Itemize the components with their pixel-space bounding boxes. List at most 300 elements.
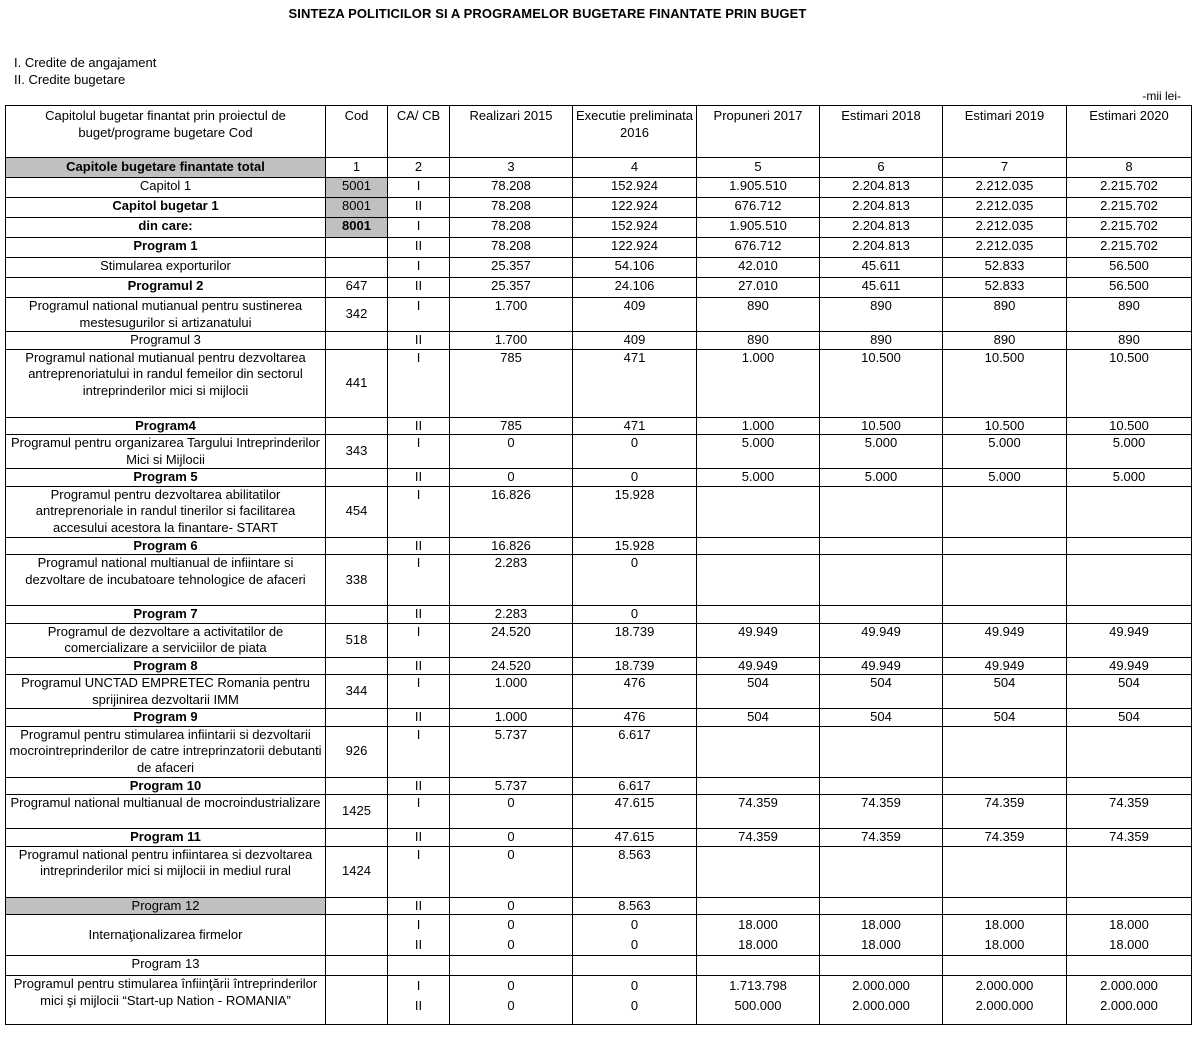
row-code: 8001: [326, 218, 388, 238]
row-value: 8.563: [573, 846, 697, 897]
row-label: Program4: [6, 417, 326, 435]
row-value: [697, 537, 820, 555]
internationalizare-row-r2015: [450, 915, 573, 956]
budget-table: [5, 105, 1192, 1025]
row-value: 1.905.510: [697, 218, 820, 238]
table-row: [6, 537, 1192, 555]
table-row: [6, 795, 1192, 829]
row-code: 8001: [326, 198, 388, 218]
row-value: 504: [1067, 675, 1192, 709]
stack-value: 18.000: [984, 917, 1025, 932]
row-value: [820, 486, 943, 537]
row-value: I: [388, 623, 450, 657]
row-value: 15.928: [573, 537, 697, 555]
row-value: 2.204.813: [820, 238, 943, 258]
row-value: II: [388, 417, 450, 435]
row-value: 52.833: [943, 258, 1067, 278]
stack-value: 2.000.000: [975, 998, 1034, 1013]
startup-nation-row-r2016: [573, 976, 697, 1025]
row-value: 476: [573, 675, 697, 709]
row-value: II: [388, 606, 450, 624]
row-label: Programul national pentru infiintarea si dezvoltarea intreprinderilor mici si mijlocii in mediul rural: [6, 846, 326, 897]
row-value: [1067, 486, 1192, 537]
program13-empty: [326, 956, 388, 976]
note-credite-bugetare: II. Credite bugetare: [14, 72, 126, 87]
row-code: 454: [326, 486, 388, 537]
row-value: [820, 555, 943, 606]
row-code: 5001: [326, 178, 388, 198]
row-label: Programul national multianual de infiintare si dezvoltare de incubatoare tehnologice de afaceri: [6, 555, 326, 606]
table-row: [6, 332, 1192, 350]
row-label: Program 1: [6, 238, 326, 258]
row-value: 52.833: [943, 278, 1067, 298]
row-value: 1.000: [450, 709, 573, 727]
row-value: 676.712: [697, 198, 820, 218]
row-value: 5.737: [450, 726, 573, 777]
program13-empty: [450, 956, 573, 976]
row-value: 2.204.813: [820, 178, 943, 198]
stack-value: 2.000.000: [1100, 978, 1158, 993]
row-value: 890: [820, 332, 943, 350]
header-capitol: Capitolul bugetar finantat prin proiectul de buget/programe bugetare Cod: [6, 106, 326, 158]
row-value: 5.000: [1067, 469, 1192, 487]
row-value: 0: [450, 435, 573, 469]
program13-empty: [820, 956, 943, 976]
row-value: 24.106: [573, 278, 697, 298]
row-value: 5.000: [1067, 435, 1192, 469]
table-row: [6, 469, 1192, 487]
row-value: 49.949: [697, 657, 820, 675]
row-value: 890: [820, 298, 943, 332]
row-value: 409: [573, 332, 697, 350]
row-value: [697, 777, 820, 795]
row-value: 78.208: [450, 198, 573, 218]
stack-value: 2.000.000: [852, 978, 910, 993]
row-value: 152.924: [573, 218, 697, 238]
stack-value: II: [414, 937, 423, 952]
row-label: Programul national mutianual pentru dezvoltarea antreprenoriatului in randul femeilor din sectorul intreprinderilor mici si mijlocii: [6, 349, 326, 417]
row-value: 0: [573, 555, 697, 606]
row-code: [326, 417, 388, 435]
header-estimari-2018: Estimari 2018: [820, 106, 943, 158]
row-label: Programul UNCTAD EMPRETEC Romania pentru sprijinirea dezvoltarii IMM: [6, 675, 326, 709]
row-value: [697, 606, 820, 624]
header-executie-2016: Executie preliminata 2016: [573, 106, 697, 158]
startup-nation-row-label: Programul pentru stimularea înfiinţării întreprinderilor mici şi mijlocii “Start-up Nation - ROMANIA”: [6, 976, 326, 1025]
row-value: I: [388, 846, 450, 897]
stack-value: 0: [630, 978, 639, 993]
row-value: 2.215.702: [1067, 198, 1192, 218]
index-cell: 4: [573, 158, 697, 178]
row-value: [820, 606, 943, 624]
startup-nation-row-r2018: [820, 976, 943, 1025]
row-value: [943, 486, 1067, 537]
internationalizare-row-r2019: [943, 915, 1067, 956]
row-value: 10.500: [1067, 349, 1192, 417]
stack-value: II: [414, 998, 423, 1013]
index-cell: 5: [697, 158, 820, 178]
index-cell: 1: [326, 158, 388, 178]
row-value: [1067, 606, 1192, 624]
index-cell: 2: [388, 158, 450, 178]
row-value: 1.000: [697, 417, 820, 435]
row-value: 2.212.035: [943, 218, 1067, 238]
row-value: 10.500: [820, 417, 943, 435]
table-row: [6, 897, 1192, 915]
row-value: 45.611: [820, 278, 943, 298]
table-row: [6, 555, 1192, 606]
row-value: 8.563: [573, 897, 697, 915]
row-value: 25.357: [450, 258, 573, 278]
row-value: 122.924: [573, 238, 697, 258]
stack-value: 0: [507, 978, 515, 993]
table-row: [6, 198, 1192, 218]
row-value: 504: [820, 709, 943, 727]
header-ca-cb: CA/ CB: [388, 106, 450, 158]
table-row: [6, 417, 1192, 435]
row-value: 890: [697, 332, 820, 350]
row-value: 890: [943, 298, 1067, 332]
row-value: [943, 537, 1067, 555]
startup-nation-row-r2020: [1067, 976, 1192, 1025]
table-row: [6, 258, 1192, 278]
row-value: 10.500: [820, 349, 943, 417]
row-value: 56.500: [1067, 258, 1192, 278]
row-value: 45.611: [820, 258, 943, 278]
startup-nation-row-ca: [388, 976, 450, 1025]
row-code: [326, 238, 388, 258]
internationalizare-row-ca: [388, 915, 450, 956]
table-row: [6, 486, 1192, 537]
row-value: II: [388, 238, 450, 258]
index-cell: 6: [820, 158, 943, 178]
row-value: 0: [573, 606, 697, 624]
row-value: 2.212.035: [943, 178, 1067, 198]
table-row: [6, 278, 1192, 298]
program13-empty: [1067, 956, 1192, 976]
table-row: [6, 349, 1192, 417]
row-value: [820, 537, 943, 555]
row-value: 504: [820, 675, 943, 709]
row-value: [943, 606, 1067, 624]
row-code: [326, 332, 388, 350]
header-estimari-2019: Estimari 2019: [943, 106, 1067, 158]
row-label: Capitol bugetar 1: [6, 198, 326, 218]
row-value: 2.215.702: [1067, 238, 1192, 258]
note-credite-angajament: I. Credite de angajament: [14, 55, 157, 70]
row-value: [1067, 726, 1192, 777]
table-row: [6, 726, 1192, 777]
row-value: 18.739: [573, 657, 697, 675]
row-value: [697, 846, 820, 897]
row-value: 1.905.510: [697, 178, 820, 198]
internationalizare-row-r2020: [1067, 915, 1192, 956]
internationalizare-row-r2017: [697, 915, 820, 956]
row-value: [1067, 897, 1192, 915]
row-value: 10.500: [1067, 417, 1192, 435]
row-code: 441: [326, 349, 388, 417]
row-value: 18.739: [573, 623, 697, 657]
row-value: 49.949: [943, 657, 1067, 675]
row-label: Stimularea exporturilor: [6, 258, 326, 278]
row-value: [820, 777, 943, 795]
row-value: 2.212.035: [943, 198, 1067, 218]
row-value: 2.283: [450, 555, 573, 606]
row-value: 0: [450, 795, 573, 829]
row-label: Program 12: [6, 897, 326, 915]
row-label: Capitol 1: [6, 178, 326, 198]
row-label: din care:: [6, 218, 326, 238]
startup-nation-row-r2017: [697, 976, 820, 1025]
stack-value: 18.000: [861, 937, 901, 952]
stack-value: 18.000: [861, 917, 901, 932]
row-code: [326, 777, 388, 795]
row-value: [943, 555, 1067, 606]
index-cell: 3: [450, 158, 573, 178]
stack-value: 0: [507, 917, 515, 932]
row-value: 2.215.702: [1067, 218, 1192, 238]
row-value: 2.283: [450, 606, 573, 624]
row-value: [1067, 537, 1192, 555]
index-row: [6, 158, 1192, 178]
row-value: 47.615: [573, 829, 697, 847]
row-value: 78.208: [450, 178, 573, 198]
startup-nation-row-r2015: [450, 976, 573, 1025]
row-value: [943, 726, 1067, 777]
row-value: 122.924: [573, 198, 697, 218]
row-label: Program 6: [6, 537, 326, 555]
header-row: [6, 106, 1192, 158]
row-value: 785: [450, 417, 573, 435]
header-estimari-2020: Estimari 2020: [1067, 106, 1192, 158]
row-value: 54.106: [573, 258, 697, 278]
row-value: 16.826: [450, 486, 573, 537]
row-value: I: [388, 726, 450, 777]
row-value: 1.000: [697, 349, 820, 417]
row-value: 49.949: [820, 657, 943, 675]
row-value: 785: [450, 349, 573, 417]
row-value: [820, 846, 943, 897]
stack-value: 0: [507, 998, 515, 1013]
row-label: Program 11: [6, 829, 326, 847]
row-label: Programul national multianual de mocroindustrializare: [6, 795, 326, 829]
row-value: 42.010: [697, 258, 820, 278]
row-value: [820, 897, 943, 915]
row-value: 0: [573, 435, 697, 469]
row-value: 6.617: [573, 777, 697, 795]
row-value: 0: [450, 897, 573, 915]
row-code: 926: [326, 726, 388, 777]
stack-value: 2.000.000: [1100, 998, 1158, 1013]
row-value: 49.949: [820, 623, 943, 657]
startup-nation-row-r2019: [943, 976, 1067, 1025]
row-value: I: [388, 218, 450, 238]
row-value: II: [388, 278, 450, 298]
table-row: [6, 829, 1192, 847]
row-value: 0: [450, 469, 573, 487]
row-label: Programul 3: [6, 332, 326, 350]
row-label: Programul national mutianual pentru sustinerea mestesugurilor si artizanatului: [6, 298, 326, 332]
row-label: Programul pentru stimularea infiintarii si dezvoltarii mocrointreprinderilor de catre intreprinzatorii debutanti de afaceri: [6, 726, 326, 777]
row-value: 56.500: [1067, 278, 1192, 298]
row-value: 78.208: [450, 238, 573, 258]
row-value: 5.000: [697, 469, 820, 487]
stack-value: 18.000: [1109, 937, 1149, 952]
row-value: 504: [1067, 709, 1192, 727]
row-label: Programul de dezvoltare a activitatilor de comercializare a serviciilor de piata: [6, 623, 326, 657]
row-value: 78.208: [450, 218, 573, 238]
row-value: II: [388, 657, 450, 675]
row-code: [326, 897, 388, 915]
row-value: II: [388, 709, 450, 727]
row-value: 1.700: [450, 298, 573, 332]
row-value: 409: [573, 298, 697, 332]
stack-value: 500.000: [734, 998, 782, 1013]
index-label: Capitole bugetare finantate total: [6, 158, 326, 178]
table-row: [6, 709, 1192, 727]
row-value: 504: [697, 709, 820, 727]
table-row: [6, 846, 1192, 897]
row-value: [943, 846, 1067, 897]
row-value: 0: [573, 469, 697, 487]
row-label: Programul pentru dezvoltarea abilitatilor antreprenoriale in randul tinerilor si facilitarea accesului acestora la finantare- START: [6, 486, 326, 537]
table-row: [6, 606, 1192, 624]
row-value: 6.617: [573, 726, 697, 777]
row-value: 2.212.035: [943, 238, 1067, 258]
startup-nation-row: [6, 976, 1192, 1025]
program13-empty: [943, 956, 1067, 976]
row-value: II: [388, 198, 450, 218]
row-value: 890: [1067, 298, 1192, 332]
table-row: [6, 298, 1192, 332]
row-value: 5.000: [697, 435, 820, 469]
row-value: I: [388, 486, 450, 537]
row-value: [943, 777, 1067, 795]
row-value: 25.357: [450, 278, 573, 298]
row-value: II: [388, 777, 450, 795]
row-code: [326, 709, 388, 727]
row-value: 504: [943, 675, 1067, 709]
row-code: 342: [326, 298, 388, 332]
internationalizare-row-r2018: [820, 915, 943, 956]
row-value: 5.000: [943, 469, 1067, 487]
row-value: 74.359: [820, 829, 943, 847]
row-value: 74.359: [697, 795, 820, 829]
row-value: [943, 897, 1067, 915]
row-value: 24.520: [450, 623, 573, 657]
row-value: 2.204.813: [820, 198, 943, 218]
row-value: 5.000: [943, 435, 1067, 469]
row-code: 518: [326, 623, 388, 657]
row-label: Program 9: [6, 709, 326, 727]
page-title: SINTEZA POLITICILOR SI A PROGRAMELOR BUGETARE FINANTATE PRIN BUGET: [288, 6, 807, 21]
row-value: 15.928: [573, 486, 697, 537]
table-row: [6, 623, 1192, 657]
row-value: I: [388, 555, 450, 606]
row-value: 0: [450, 846, 573, 897]
stack-value: I: [416, 978, 421, 993]
stack-value: 0: [507, 937, 515, 952]
stack-value: I: [416, 917, 421, 932]
row-value: [820, 726, 943, 777]
program13-empty: [388, 956, 450, 976]
row-value: 74.359: [697, 829, 820, 847]
row-value: 10.500: [943, 417, 1067, 435]
row-value: 74.359: [943, 829, 1067, 847]
row-value: I: [388, 349, 450, 417]
startup-nation-row-code: [326, 976, 388, 1025]
row-value: 74.359: [943, 795, 1067, 829]
row-value: 504: [697, 675, 820, 709]
row-label: Program 8: [6, 657, 326, 675]
row-code: 344: [326, 675, 388, 709]
row-value: 890: [943, 332, 1067, 350]
row-value: II: [388, 829, 450, 847]
row-value: 49.949: [697, 623, 820, 657]
row-value: 74.359: [1067, 795, 1192, 829]
stack-value: 18.000: [984, 937, 1025, 952]
row-value: I: [388, 795, 450, 829]
row-value: 5.000: [820, 435, 943, 469]
internationalizare-row: [6, 915, 1192, 956]
stack-value: 18.000: [738, 937, 778, 952]
row-value: I: [388, 178, 450, 198]
table-row: [6, 675, 1192, 709]
stack-value: 0: [630, 998, 639, 1013]
row-value: 504: [943, 709, 1067, 727]
row-label: Program 10: [6, 777, 326, 795]
row-value: II: [388, 469, 450, 487]
row-label: Program 5: [6, 469, 326, 487]
row-value: II: [388, 332, 450, 350]
internationalizare-row-label: Internaţionalizarea firmelor: [6, 915, 326, 956]
row-value: I: [388, 298, 450, 332]
index-cell: 8: [1067, 158, 1192, 178]
row-value: 49.949: [1067, 623, 1192, 657]
row-value: 1.700: [450, 332, 573, 350]
row-value: 10.500: [943, 349, 1067, 417]
row-code: 1424: [326, 846, 388, 897]
row-value: [1067, 555, 1192, 606]
row-value: 476: [573, 709, 697, 727]
row-code: 1425: [326, 795, 388, 829]
row-code: [326, 469, 388, 487]
row-value: 152.924: [573, 178, 697, 198]
row-value: [697, 555, 820, 606]
program13-label: Program 13: [6, 956, 326, 976]
row-value: 24.520: [450, 657, 573, 675]
row-value: 2.204.813: [820, 218, 943, 238]
row-value: 890: [697, 298, 820, 332]
row-value: 74.359: [1067, 829, 1192, 847]
row-value: 471: [573, 349, 697, 417]
row-value: 27.010: [697, 278, 820, 298]
row-value: 676.712: [697, 238, 820, 258]
row-label: Programul pentru organizarea Targului Intreprinderilor Mici si Mijlocii: [6, 435, 326, 469]
table-row: [6, 238, 1192, 258]
row-code: 343: [326, 435, 388, 469]
row-value: II: [388, 897, 450, 915]
row-code: [326, 829, 388, 847]
row-value: 49.949: [943, 623, 1067, 657]
row-value: 890: [1067, 332, 1192, 350]
row-value: 5.000: [820, 469, 943, 487]
row-value: I: [388, 675, 450, 709]
row-value: II: [388, 537, 450, 555]
stack-value: 0: [630, 937, 639, 952]
row-value: 49.949: [1067, 657, 1192, 675]
unit-label: -mii lei-: [1142, 89, 1181, 103]
